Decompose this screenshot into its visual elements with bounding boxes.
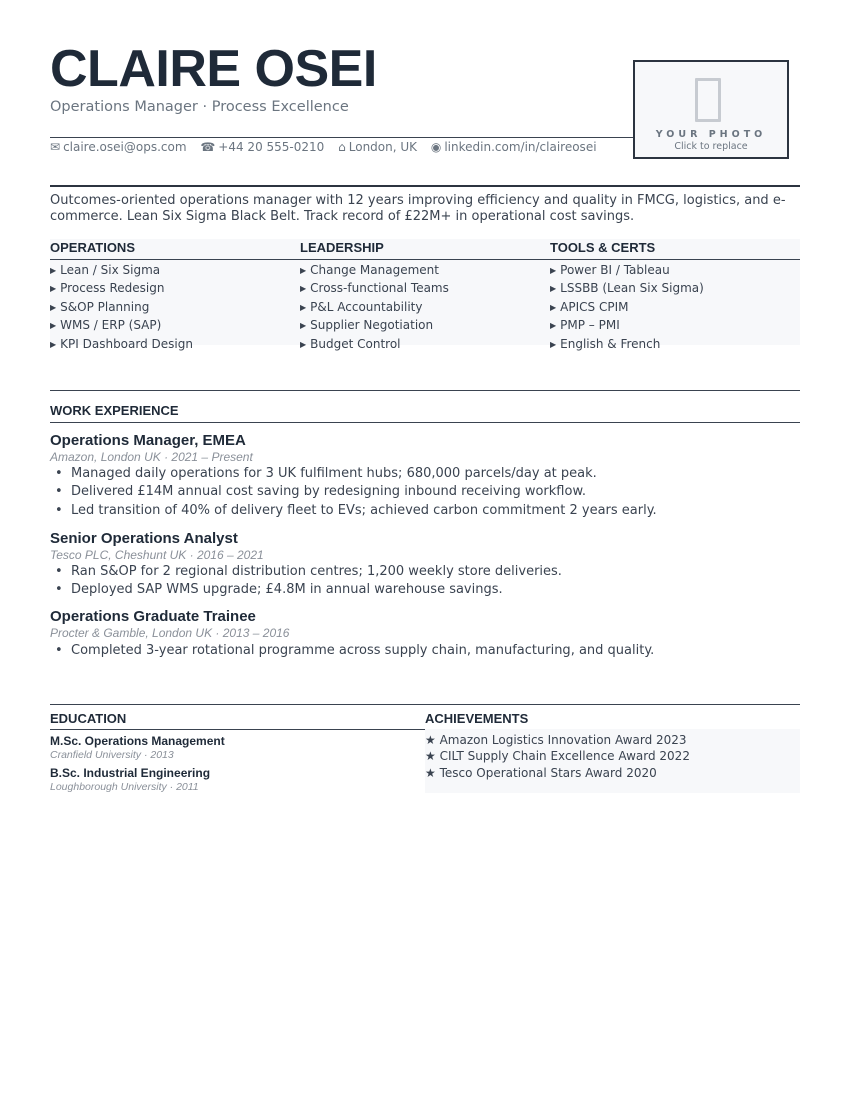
job-meta: Tesco PLC, Cheshunt UK · 2016 – 2021 <box>50 548 264 562</box>
education-institution: Loughborough University · 2011 <box>50 781 199 793</box>
achievement-item: ★ CILT Supply Chain Excellence Award 2022 <box>425 749 690 764</box>
triangle-bullet-icon: ▶ <box>50 266 57 275</box>
triangle-bullet-icon: ▶ <box>550 266 557 275</box>
work-top-divider <box>50 390 800 391</box>
contact-phone[interactable]: ☎ +44 20 555-0210 <box>200 140 325 154</box>
contact-email[interactable]: ✉ claire.osei@ops.com <box>50 140 187 154</box>
skill-item: ▶ PMP – PMI <box>550 318 620 333</box>
triangle-bullet-icon: ▶ <box>550 302 557 312</box>
skill-item: ▶ Change Management <box>300 263 439 277</box>
section-title-achievements: ACHIEVEMENTS <box>425 711 529 726</box>
skills-divider <box>50 259 800 260</box>
triangle-bullet-icon: ▶ <box>50 339 57 349</box>
skill-item: ▶ S&OP Planning <box>50 299 150 314</box>
image-placeholder-icon <box>695 78 721 122</box>
skills-column-leadership <box>300 239 550 351</box>
triangle-bullet-icon: ▶ <box>50 284 57 294</box>
section-title-work: WORK EXPERIENCE <box>50 403 179 418</box>
education-degree: B.Sc. Industrial Engineering <box>50 766 211 780</box>
summary-divider <box>50 185 800 187</box>
skills-column-tools <box>550 239 800 351</box>
skills-heading: OPERATIONS <box>50 240 135 255</box>
triangle-bullet-icon: ▶ <box>300 284 307 294</box>
triangle-bullet-icon: ▶ <box>550 284 557 294</box>
candidate-name: CLAIRE OSEI <box>50 40 377 98</box>
photo-label: YOUR PHOTO <box>655 129 767 140</box>
header-divider <box>50 137 634 138</box>
achievements-list <box>425 732 690 781</box>
skill-item: ▶ Process Redesign <box>50 281 165 296</box>
skill-item: ▶ Cross-functional Teams <box>300 281 449 296</box>
contact-location: ⌂ London, UK <box>338 140 418 154</box>
skill-item: ▶ LSSBB (Lean Six Sigma) <box>550 281 704 296</box>
photo-hint: Click to replace <box>674 141 748 152</box>
skill-item: ▶ English & French <box>550 336 661 351</box>
job-meta: Amazon, London UK · 2021 – Present <box>50 450 253 464</box>
triangle-bullet-icon: ▶ <box>300 339 307 349</box>
triangle-bullet-icon: ▶ <box>300 321 307 331</box>
triangle-bullet-icon: ▶ <box>300 302 307 312</box>
skill-item: ▶ Lean / Six Sigma <box>50 263 161 277</box>
contact-linkedin[interactable]: ◉ linkedin.com/in/claireosei <box>430 140 597 154</box>
skill-item: ▶ APICS CPIM <box>550 299 629 314</box>
triangle-bullet-icon: ▶ <box>50 321 57 331</box>
triangle-bullet-icon: ▶ <box>550 321 557 331</box>
job-subtitle: Operations Manager · Process Excellence <box>50 99 349 115</box>
education-top-divider <box>50 704 800 705</box>
work-title-divider <box>50 422 800 423</box>
triangle-bullet-icon: ▶ <box>300 266 307 275</box>
globe-icon: ◉ <box>430 140 442 154</box>
profile-summary: Outcomes-oriented operations manager with 12 years improving efficiency and quality in FMCG, logistics, and e-commerce. Lean Six Sigma Black Belt. Track record of £22M+ in operational cost savings. <box>50 193 786 224</box>
job-bullet: • Ran S&OP for 2 regional distribution centres; 1,200 weekly store deliveries. <box>55 564 562 579</box>
skill-item: ▶ Power BI / Tableau <box>550 263 670 277</box>
job-bullets <box>55 642 654 660</box>
skills-heading: LEADERSHIP <box>300 240 384 255</box>
photo-placeholder[interactable] <box>633 60 789 159</box>
job-bullet: • Managed daily operations for 3 UK fulfilment hubs; 680,000 parcels/day at peak. <box>55 466 597 481</box>
envelope-icon: ✉ <box>50 140 61 154</box>
job-title: Operations Manager, EMEA <box>50 432 246 449</box>
job-bullet: • Deployed SAP WMS upgrade; £4.8M in annual warehouse savings. <box>55 582 503 598</box>
skill-item: ▶ KPI Dashboard Design <box>50 336 193 351</box>
skill-item: ▶ P&L Accountability <box>300 299 423 314</box>
contact-bar <box>50 140 607 154</box>
skill-item: ▶ Budget Control <box>300 336 401 351</box>
triangle-bullet-icon: ▶ <box>50 302 57 312</box>
achievement-item: ★ Tesco Operational Stars Award 2020 <box>425 765 657 780</box>
job-meta: Procter & Gamble, London UK · 2013 – 2016 <box>50 626 290 640</box>
job-title: Operations Graduate Trainee <box>50 608 256 625</box>
section-title-education: EDUCATION <box>50 711 127 726</box>
job-bullet: • Delivered £14M annual cost saving by redesigning inbound receiving workflow. <box>55 484 587 500</box>
job-bullets <box>55 465 657 520</box>
skill-item: ▶ Supplier Negotiation <box>300 318 434 333</box>
education-degree: M.Sc. Operations Management <box>50 734 225 748</box>
job-bullets <box>55 563 562 600</box>
education-institution: Cranfield University · 2013 <box>50 749 174 761</box>
home-icon: ⌂ <box>338 140 346 154</box>
skill-item: ▶ WMS / ERP (SAP) <box>50 318 162 333</box>
job-bullet: • Completed 3-year rotational programme across supply chain, manufacturing, and quality. <box>55 643 655 658</box>
job-title: Senior Operations Analyst <box>50 530 238 547</box>
job-bullet: • Led transition of 40% of delivery fleet to EVs; achieved carbon commitment 2 years early. <box>55 502 657 518</box>
skills-heading: TOOLS & CERTS <box>550 240 656 255</box>
achievement-item: ★ Amazon Logistics Innovation Award 2023 <box>425 733 687 747</box>
phone-icon: ☎ <box>200 140 216 154</box>
skills-column-operations <box>50 239 300 351</box>
skills-grid <box>50 239 800 351</box>
triangle-bullet-icon: ▶ <box>550 339 557 349</box>
